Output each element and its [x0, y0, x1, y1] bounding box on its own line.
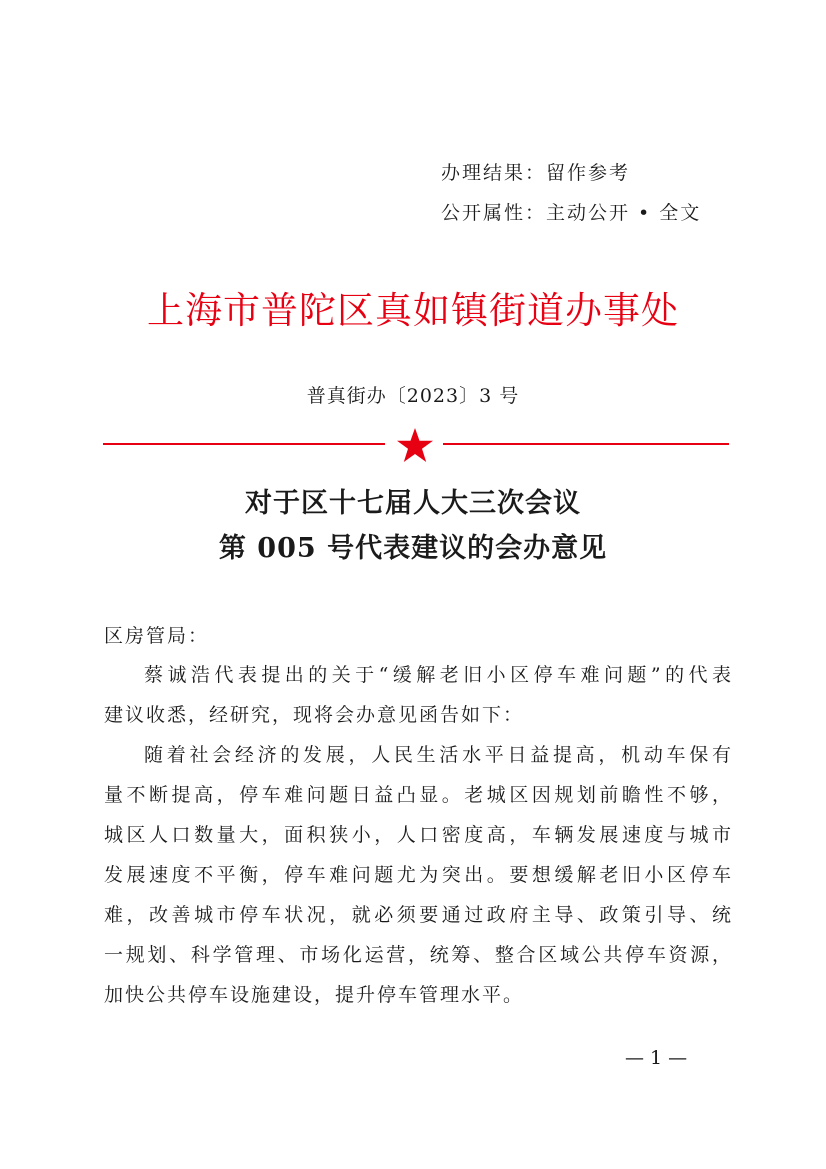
body-text-line: 蔡诚浩代表提出的关于“缓解老旧小区停车难问题”的代表 [144, 664, 731, 686]
body-text-line: 发展速度不平衡，停车难问题尤为突出。要想缓解老旧小区停车 [104, 864, 731, 886]
divider-line-right [443, 443, 729, 445]
document-title-line-2: 第 005 号代表建议的会办意见 [218, 533, 608, 564]
document-title-line-1: 对于区十七届人大三次会议 [245, 488, 581, 519]
body-text-line: 一规划、科学管理、市场化运营，统筹、整合区域公共停车资源， [104, 944, 731, 966]
body-text-line: 建议收悉，经研究，现将会办意见函告如下： [104, 704, 525, 726]
page-number: — 1 — [625, 1047, 688, 1069]
body-text-line: 量不断提高，停车难问题日益凸显。老城区因规划前瞻性不够， [104, 784, 731, 806]
body-text-line: 城区人口数量大，面积狭小，人口密度高，车辆发展速度与城市 [104, 824, 731, 846]
handling-result: 办理结果：留作参考 [441, 162, 631, 184]
body-text-line: 加快公共停车设施建设，提升停车管理水平。 [104, 984, 525, 1006]
body-text-line: 随着社会经济的发展，人民生活水平日益提高，机动车保有 [144, 744, 731, 766]
issuing-organization-title: 上海市普陀区真如镇街道办事处 [147, 289, 679, 332]
document-number: 普真街办〔2023〕3 号 [306, 385, 520, 407]
disclosure-attribute: 公开属性：主动公开 • 全文 [441, 202, 702, 224]
star-icon [395, 426, 435, 466]
divider-line-left [103, 443, 385, 445]
recipient: 区房管局： [104, 625, 210, 647]
red-divider [103, 424, 729, 464]
body-text-line: 难，改善城市停车状况，就必须要通过政府主导、政策引导、统 [104, 904, 731, 926]
